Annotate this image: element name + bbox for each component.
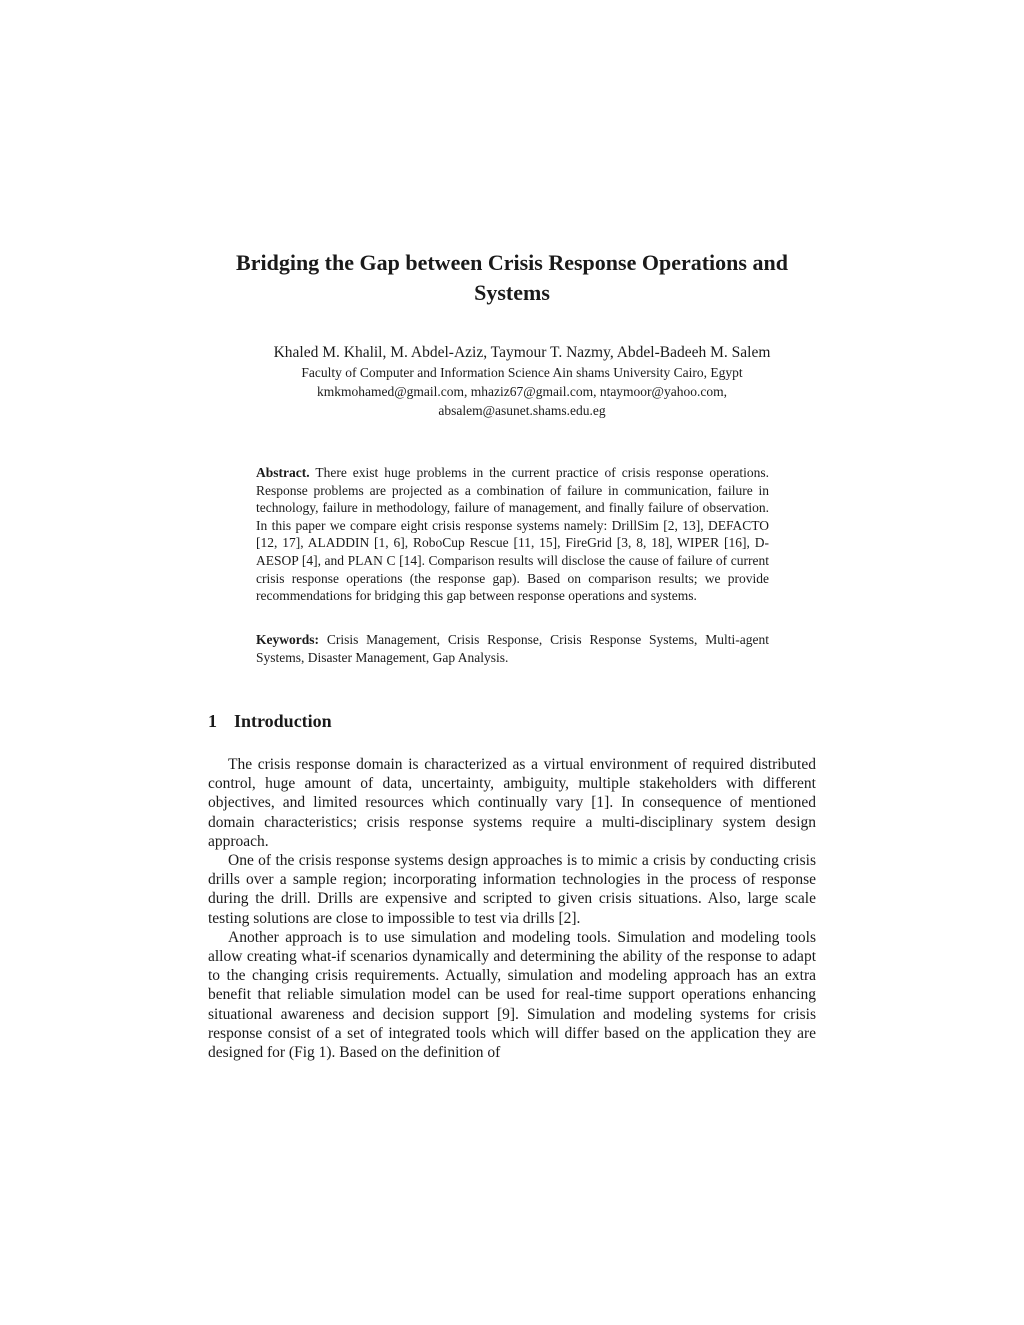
section-number: 1 bbox=[208, 711, 217, 731]
keywords-text: Crisis Management, Crisis Response, Crisis Response Systems, Multi-agent Systems, Disaster Management, Gap Analysis. bbox=[256, 632, 769, 665]
affiliation-block bbox=[208, 363, 836, 420]
keywords-label: Keywords: bbox=[256, 632, 319, 647]
email-line-1: kmkmohamed@gmail.com, mhaziz67@gmail.com, ntaymoor@yahoo.com, bbox=[317, 384, 727, 399]
keywords bbox=[256, 631, 769, 666]
body-paragraph: One of the crisis response systems design approaches is to mimic a crisis by conducting crisis drills over a sample region; incorporating information technologies in the process of response during the drill. Drills are expensive and scripted to given crisis situations. Also, large scale testing solutions are close to impossible to test via drills [2]. bbox=[208, 852, 816, 927]
section-title: Introduction bbox=[234, 711, 332, 731]
body-paragraph: The crisis response domain is characterized as a virtual environment of required distributed control, huge amount of data, uncertainty, ambiguity, multiple stakeholders with different objectives, and limited resources which continually vary [1]. In consequence of mentioned domain characteristics; crisis response systems require a multi-disciplinary system design approach. bbox=[208, 756, 816, 850]
abstract-text: There exist huge problems in the current practice of crisis response operations. Response problems are projected as a combination of failure in communication, failure in technology, failure in methodology, failure of management, and finally failure of observation. In this paper we compare eight crisis response systems namely: DrillSim [2, 13], DEFACTO [12, 17], ALADDIN [1, 6], RoboCup Rescue [11, 15], FireGrid [3, 8, 18], WIPER [16], D-AESOP [4], and PLAN C [14]. Comparison results will disclose the cause of failure of current crisis response operations (the response gap). Based on comparison results; we provide recommendations for bridging this gap between response operations and systems. bbox=[256, 465, 769, 604]
section-body bbox=[208, 755, 816, 1062]
email-line-2: absalem@asunet.shams.edu.eg bbox=[438, 403, 606, 418]
abstract-label: Abstract. bbox=[256, 465, 310, 480]
abstract bbox=[256, 464, 769, 605]
section-heading bbox=[208, 709, 816, 733]
affiliation: Faculty of Computer and Information Science Ain shams University Cairo, Egypt bbox=[301, 365, 743, 380]
paper-title: Bridging the Gap between Crisis Response Operations and Systems bbox=[236, 250, 788, 305]
author-list: Khaled M. Khalil, M. Abdel-Aziz, Taymour T. Nazmy, Abdel-Badeeh M. Salem bbox=[273, 344, 771, 361]
body-paragraph: Another approach is to use simulation and modeling tools. Simulation and modeling tools allow creating what-if scenarios dynamically and determining the ability of the response to adapt to the changing crisis requirements. Actually, simulation and modeling approach has an extra benefit that reliable simulation model can be used for real-time support operations enhancing situational awareness and decision support [9]. Simulation and modeling systems for crisis response consist of a set of integrated tools which will differ based on the application they are designed for (Fig 1). Based on the definition of bbox=[208, 928, 816, 1062]
